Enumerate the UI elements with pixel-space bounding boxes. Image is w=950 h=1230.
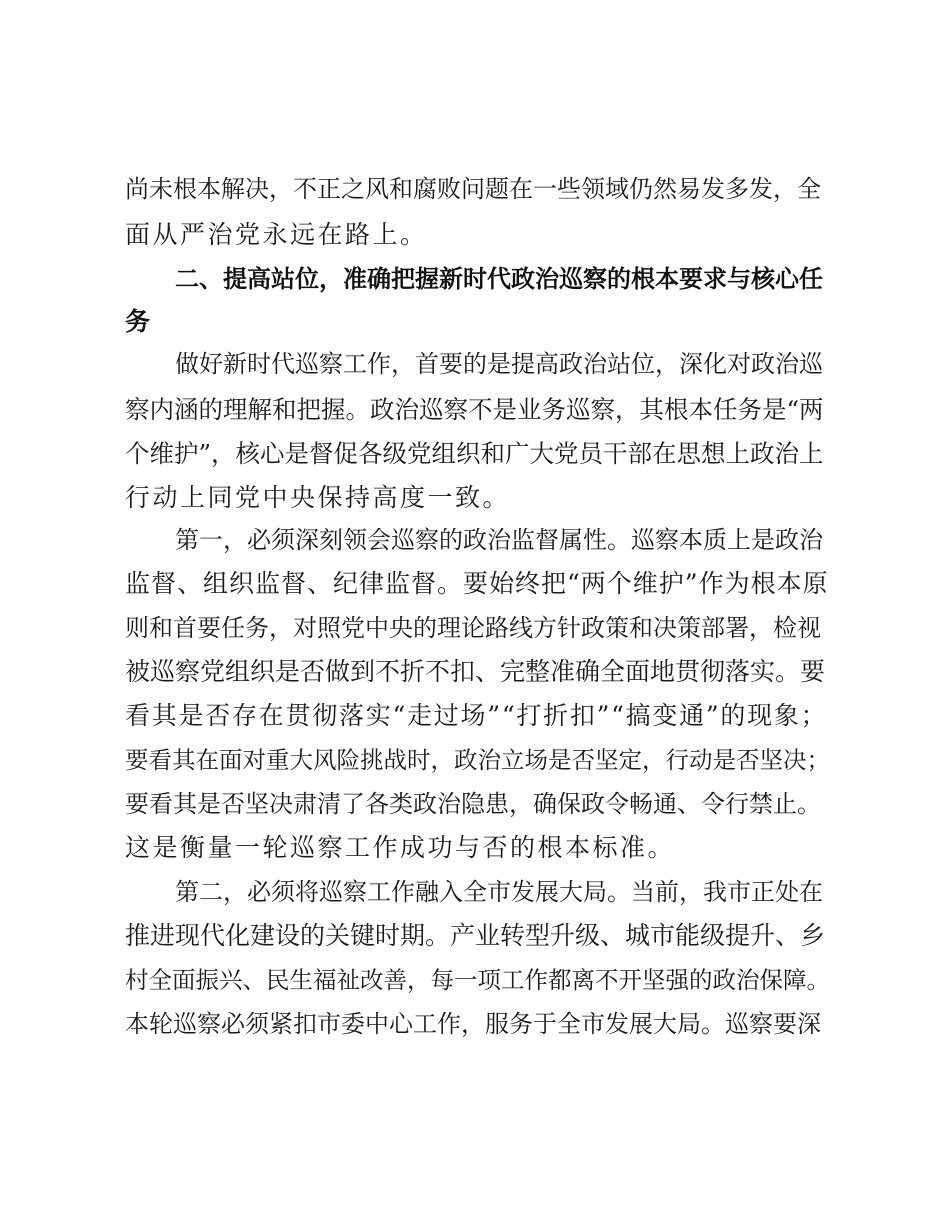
body-text-line: 面从严治党永远在路上。 (125, 220, 428, 249)
section-heading: 二、提高站位，准确把握新时代政治巡察的根本要求与核心任 (175, 265, 823, 293)
body-text-line: 要看其在面对重大风险挑战时，政治立场是否坚定，行动是否坚决； (125, 746, 830, 774)
body-text-line: 这是衡量一轮巡察工作成功与否的根本标准。 (125, 833, 676, 862)
section-heading-continued: 务 (125, 307, 153, 336)
body-text-line: 监督、组织监督、纪律监督。要始终把“两个维护”作为根本原 (125, 569, 829, 598)
body-text-line: 推进现代化建设的关键时期。产业转型升级、城市能级提升、乡 (125, 921, 826, 950)
paragraph-start: 第二，必须将巡察工作融入全市发展大局。当前，我市正处在 (175, 878, 823, 906)
body-text-line: 被巡察党组织是否做到不折不扣、完整准确全面地贯彻落实。要 (125, 657, 826, 686)
paragraph-start: 第一，必须深刻领会巡察的政治监督属性。巡察本质上是政治 (175, 526, 823, 554)
body-text-line: 察内涵的理解和把握。政治巡察不是业务巡察，其根本任务是“两 (125, 395, 824, 424)
body-text-line: 要看其是否坚决肃清了各类政治隐患，确保政令畅通、令行禁止。 (125, 790, 821, 818)
body-text-line: 行动上同党中央保持高度一致。 (125, 483, 511, 512)
body-text-line: 个维护”，核心是督促各级党组织和广大党员干部在思想上政治上 (125, 439, 824, 468)
body-text-line: 尚未根本解决，不正之风和腐败问题在一些领域仍然易发多发，全 (125, 175, 821, 203)
body-text-line: 村全面振兴、民生福祉改善，每一项工作都离不开坚强的政治保障。 (125, 966, 830, 994)
body-text-line: 本轮巡察必须紧扣市委中心工作，服务于全市发展大局。巡察要深 (125, 1010, 821, 1038)
body-text-line: 则和首要任务，对照党中央的理论路线方针政策和决策部署，检视 (125, 614, 821, 642)
paragraph-start: 做好新时代巡察工作，首要的是提高政治站位，深化对政治巡 (175, 350, 823, 378)
body-text-line: 看其是否存在贯彻落实“走过场”“打折扣”“搞变通”的现象； (125, 701, 828, 730)
